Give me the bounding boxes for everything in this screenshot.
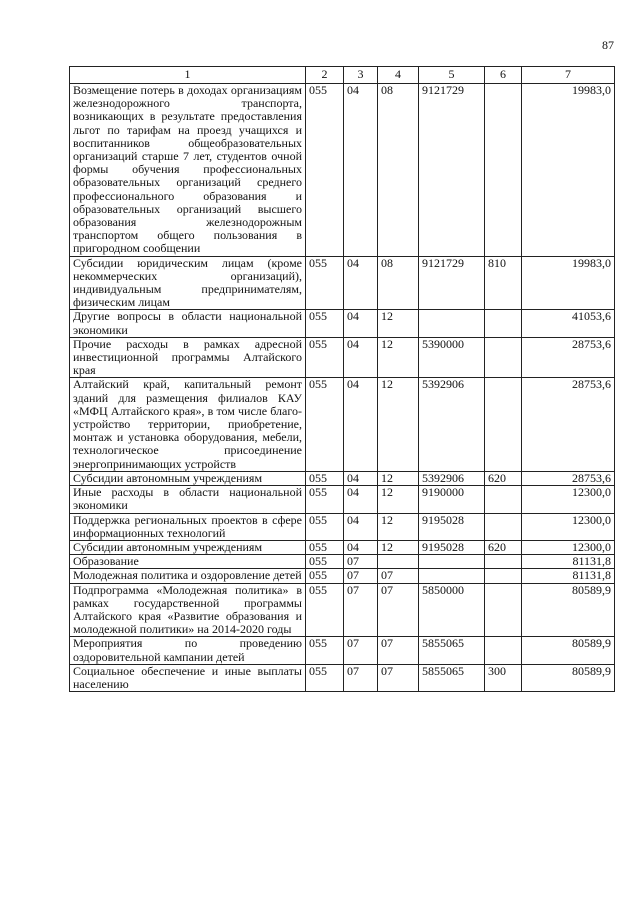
row-amount: 80589,9	[522, 637, 615, 664]
row-amount: 81131,8	[522, 569, 615, 583]
row-amount: 28753,6	[522, 378, 615, 471]
page-number: 87	[602, 38, 614, 52]
row-amount: 80589,9	[522, 664, 615, 691]
row-code-2: 055	[306, 84, 344, 257]
row-code-5	[419, 569, 485, 583]
table-row	[70, 486, 615, 513]
column-header: 6	[485, 67, 522, 84]
row-amount: 81131,8	[522, 555, 615, 569]
row-code-6	[485, 378, 522, 471]
table-row	[70, 471, 615, 485]
column-header: 1	[70, 67, 306, 84]
row-code-4: 08	[378, 256, 419, 310]
row-code-6	[485, 637, 522, 664]
table-row	[70, 540, 615, 554]
row-code-4: 07	[378, 583, 419, 637]
row-code-2: 055	[306, 256, 344, 310]
row-code-2: 055	[306, 569, 344, 583]
row-name: Прочие расходы в рамках адресной инвестиционной программы Алтайского края	[70, 337, 306, 378]
row-code-2: 055	[306, 471, 344, 485]
row-code-2: 055	[306, 637, 344, 664]
row-amount: 12300,0	[522, 513, 615, 540]
table-row	[70, 84, 615, 257]
row-code-2: 055	[306, 664, 344, 691]
row-code-6	[485, 555, 522, 569]
row-name: Другие вопросы в области национальной экономики	[70, 310, 306, 337]
row-name: Поддержка региональных проектов в сфере информационных технологий	[70, 513, 306, 540]
row-name: Иные расходы в области национальной экономики	[70, 486, 306, 513]
row-code-4	[378, 555, 419, 569]
row-name: Молодежная политика и оздоровление детей	[70, 569, 306, 583]
row-code-3: 04	[344, 486, 378, 513]
row-code-6: 620	[485, 540, 522, 554]
column-header: 3	[344, 67, 378, 84]
row-code-3: 07	[344, 569, 378, 583]
row-amount: 12300,0	[522, 486, 615, 513]
row-amount: 19983,0	[522, 256, 615, 310]
row-code-5: 5855065	[419, 664, 485, 691]
table-row	[70, 583, 615, 637]
row-code-3: 07	[344, 555, 378, 569]
row-code-5: 9121729	[419, 256, 485, 310]
row-code-6	[485, 583, 522, 637]
row-name: Мероприятия по проведению оздоровительной кампании детей	[70, 637, 306, 664]
table-row	[70, 637, 615, 664]
row-name: Социальное обеспечение и иные выплаты населению	[70, 664, 306, 691]
row-code-5: 5850000	[419, 583, 485, 637]
row-amount: 28753,6	[522, 337, 615, 378]
table-row	[70, 513, 615, 540]
row-code-3: 04	[344, 540, 378, 554]
row-code-5	[419, 555, 485, 569]
row-code-3: 04	[344, 378, 378, 471]
row-name: Подпрограмма «Молодежная политика» в рамках государственной программы Алтайского края «Развитие образования и молодежной политики» на 2014-2020 годы	[70, 583, 306, 637]
table-row	[70, 569, 615, 583]
column-header: 5	[419, 67, 485, 84]
row-code-4: 07	[378, 637, 419, 664]
row-code-4: 08	[378, 84, 419, 257]
row-code-2: 055	[306, 513, 344, 540]
table-row	[70, 337, 615, 378]
row-code-6	[485, 486, 522, 513]
row-amount: 12300,0	[522, 540, 615, 554]
row-code-6: 810	[485, 256, 522, 310]
row-code-6	[485, 84, 522, 257]
row-code-3: 04	[344, 84, 378, 257]
row-code-3: 07	[344, 637, 378, 664]
budget-table	[69, 66, 615, 692]
row-code-2: 055	[306, 540, 344, 554]
row-name: Алтайский край, капитальный ремонт зданий для размещения филиалов КАУ «МФЦ Алтайского края», в том числе благо-устройство территории, приобретение, монтаж и установка оборудования, мебели, технологическое присоединение энергопринимающих устройств	[70, 378, 306, 471]
row-code-5: 9190000	[419, 486, 485, 513]
row-code-5: 5392906	[419, 378, 485, 471]
row-code-6	[485, 569, 522, 583]
column-header: 7	[522, 67, 615, 84]
row-code-2: 055	[306, 583, 344, 637]
row-code-3: 07	[344, 664, 378, 691]
table-header-row	[70, 67, 615, 84]
row-code-4: 12	[378, 486, 419, 513]
row-name: Субсидии юридическим лицам (кроме некоммерческих организаций), индивидуальным предпринимателям, физическим лицам	[70, 256, 306, 310]
row-code-3: 04	[344, 337, 378, 378]
row-code-3: 04	[344, 471, 378, 485]
row-name: Образование	[70, 555, 306, 569]
row-code-4: 12	[378, 337, 419, 378]
row-amount: 28753,6	[522, 471, 615, 485]
row-code-4: 12	[378, 540, 419, 554]
row-code-3: 04	[344, 256, 378, 310]
row-code-6	[485, 310, 522, 337]
table-row	[70, 555, 615, 569]
row-code-4: 12	[378, 513, 419, 540]
row-code-5: 9195028	[419, 513, 485, 540]
row-code-4: 07	[378, 664, 419, 691]
column-header: 2	[306, 67, 344, 84]
row-code-4: 12	[378, 471, 419, 485]
row-code-2: 055	[306, 486, 344, 513]
row-code-3: 04	[344, 310, 378, 337]
row-code-3: 07	[344, 583, 378, 637]
row-code-2: 055	[306, 337, 344, 378]
row-code-2: 055	[306, 310, 344, 337]
row-name: Субсидии автономным учреждениям	[70, 471, 306, 485]
row-name: Возмещение потерь в доходах организациям железнодорожного транспорта, возникающих в результате предоставления льгот по тарифам на проезд учащихся и воспитанников общеобразовательных организаций старше 7 лет, студентов очной формы обучения профессиональных образовательных организаций среднего профессионального образования и образовательных организаций высшего образования железнодорожным транспортом общего пользования в пригородном сообщении	[70, 84, 306, 257]
row-code-6: 620	[485, 471, 522, 485]
row-amount: 41053,6	[522, 310, 615, 337]
table-body	[70, 84, 615, 692]
table-row	[70, 256, 615, 310]
row-code-2: 055	[306, 378, 344, 471]
row-code-5	[419, 310, 485, 337]
row-code-5: 5390000	[419, 337, 485, 378]
row-code-6	[485, 337, 522, 378]
table-row	[70, 310, 615, 337]
row-code-5: 9195028	[419, 540, 485, 554]
row-name: Субсидии автономным учреждениям	[70, 540, 306, 554]
row-code-6	[485, 513, 522, 540]
row-amount: 80589,9	[522, 583, 615, 637]
row-code-4: 12	[378, 378, 419, 471]
row-code-4: 07	[378, 569, 419, 583]
table-row	[70, 664, 615, 691]
row-code-4: 12	[378, 310, 419, 337]
row-code-5: 5392906	[419, 471, 485, 485]
row-code-3: 04	[344, 513, 378, 540]
table-row	[70, 378, 615, 471]
row-code-5: 5855065	[419, 637, 485, 664]
row-code-5: 9121729	[419, 84, 485, 257]
row-code-2: 055	[306, 555, 344, 569]
column-header: 4	[378, 67, 419, 84]
row-amount: 19983,0	[522, 84, 615, 257]
row-code-6: 300	[485, 664, 522, 691]
